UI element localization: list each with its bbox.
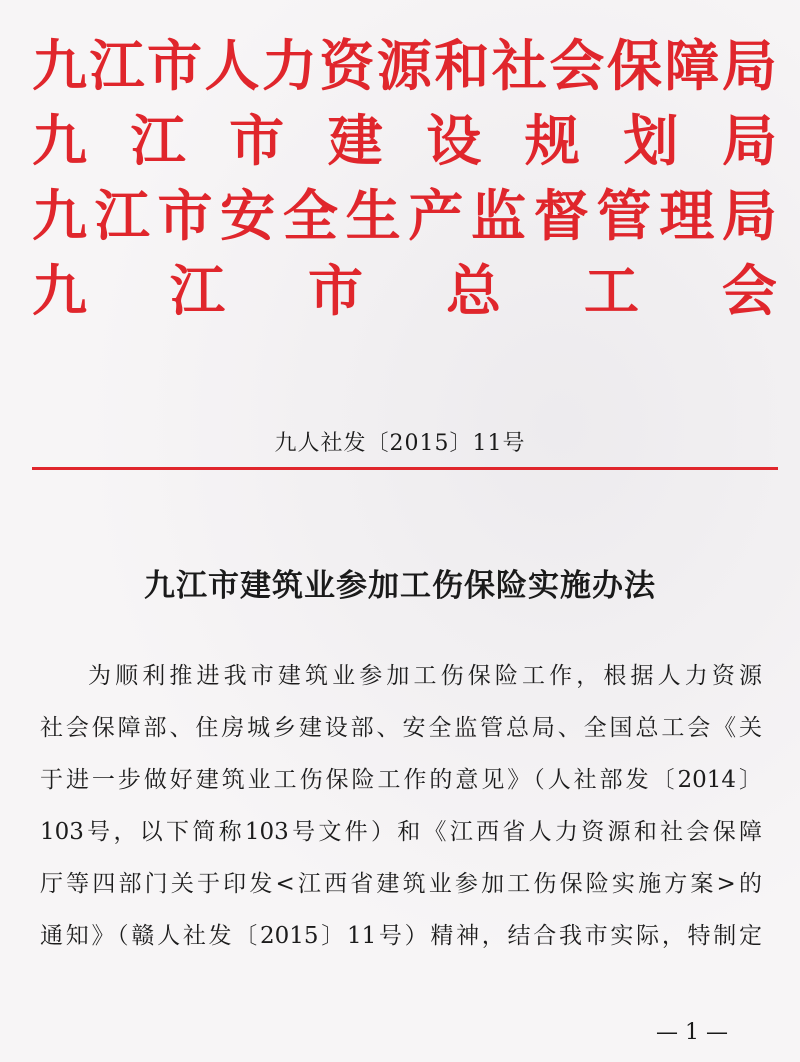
issuer-char: 江: [89, 33, 145, 98]
red-divider-line: [32, 467, 778, 470]
issuer-char: 局: [721, 108, 777, 173]
issuer-char: 九: [32, 183, 88, 248]
issuer-header: [32, 28, 777, 328]
issuer-char: 九: [32, 108, 88, 173]
issuer-char: 市: [307, 258, 363, 323]
issuer-char: 会: [549, 33, 605, 98]
issuer-char: 安: [220, 183, 276, 248]
issuer-char: 障: [664, 33, 720, 98]
issuer-char: 力: [261, 33, 317, 98]
body-paragraph-line: 103号，以下简称103号文件）和《江西省人力资源和社会保障: [40, 819, 762, 845]
issuer-line-2: [32, 103, 777, 178]
body-paragraph-line: 厅等四部门关于印发<江西省建筑业参加工伤保险实施方案>的: [40, 871, 762, 897]
issuer-char: 和: [434, 33, 490, 98]
issuer-char: 建: [327, 108, 383, 173]
issuer-char: 资: [319, 33, 375, 98]
issuer-char: 局: [721, 33, 777, 98]
issuer-char: 管: [596, 183, 652, 248]
issuer-char: 会: [721, 258, 777, 323]
issuer-char: 源: [376, 33, 432, 98]
page-number: — 1 —: [656, 1020, 728, 1045]
issuer-char: 市: [157, 183, 213, 248]
issuer-char: 人: [204, 33, 260, 98]
issuer-char: 九: [32, 33, 88, 98]
issuer-char: 理: [659, 183, 715, 248]
issuer-char: 设: [426, 108, 482, 173]
issuer-char: 社: [491, 33, 547, 98]
issuer-char: 工: [583, 258, 639, 323]
issuer-char: 总: [445, 258, 501, 323]
issuer-char: 江: [169, 258, 225, 323]
issuer-line-1: [32, 28, 777, 103]
body-paragraph-line: 社会保障部、住房城乡建设部、安全监管总局、全国总工会《关: [40, 715, 762, 741]
issuer-char: 产: [408, 183, 464, 248]
document-title: 九江市建筑业参加工伤保险实施办法: [144, 568, 656, 604]
document-number: 九人社发〔2015〕11号: [274, 431, 526, 456]
issuer-char: 划: [623, 108, 679, 173]
body-text: [40, 650, 762, 962]
issuer-char: 市: [229, 108, 285, 173]
issuer-char: 市: [146, 33, 202, 98]
body-paragraph-line: 于进一步做好建筑业工伤保险工作的意见》（人社部发〔2014〕: [40, 767, 762, 793]
issuer-char: 督: [533, 183, 589, 248]
issuer-char: 江: [94, 183, 150, 248]
issuer-char: 全: [282, 183, 338, 248]
issuer-line-4: [32, 253, 777, 328]
issuer-char: 九: [32, 258, 88, 323]
issuer-char: 保: [606, 33, 662, 98]
issuer-char: 规: [524, 108, 580, 173]
issuer-char: 局: [721, 183, 777, 248]
body-paragraph-line: 为顺利推进我市建筑业参加工伤保险工作，根据人力资源: [88, 663, 762, 689]
issuer-char: 生: [345, 183, 401, 248]
issuer-char: 江: [130, 108, 186, 173]
issuer-line-3: [32, 178, 777, 253]
issuer-char: 监: [471, 183, 527, 248]
body-paragraph-line: 通知》（赣人社发〔2015〕11号）精神，结合我市实际，特制定: [40, 923, 762, 949]
